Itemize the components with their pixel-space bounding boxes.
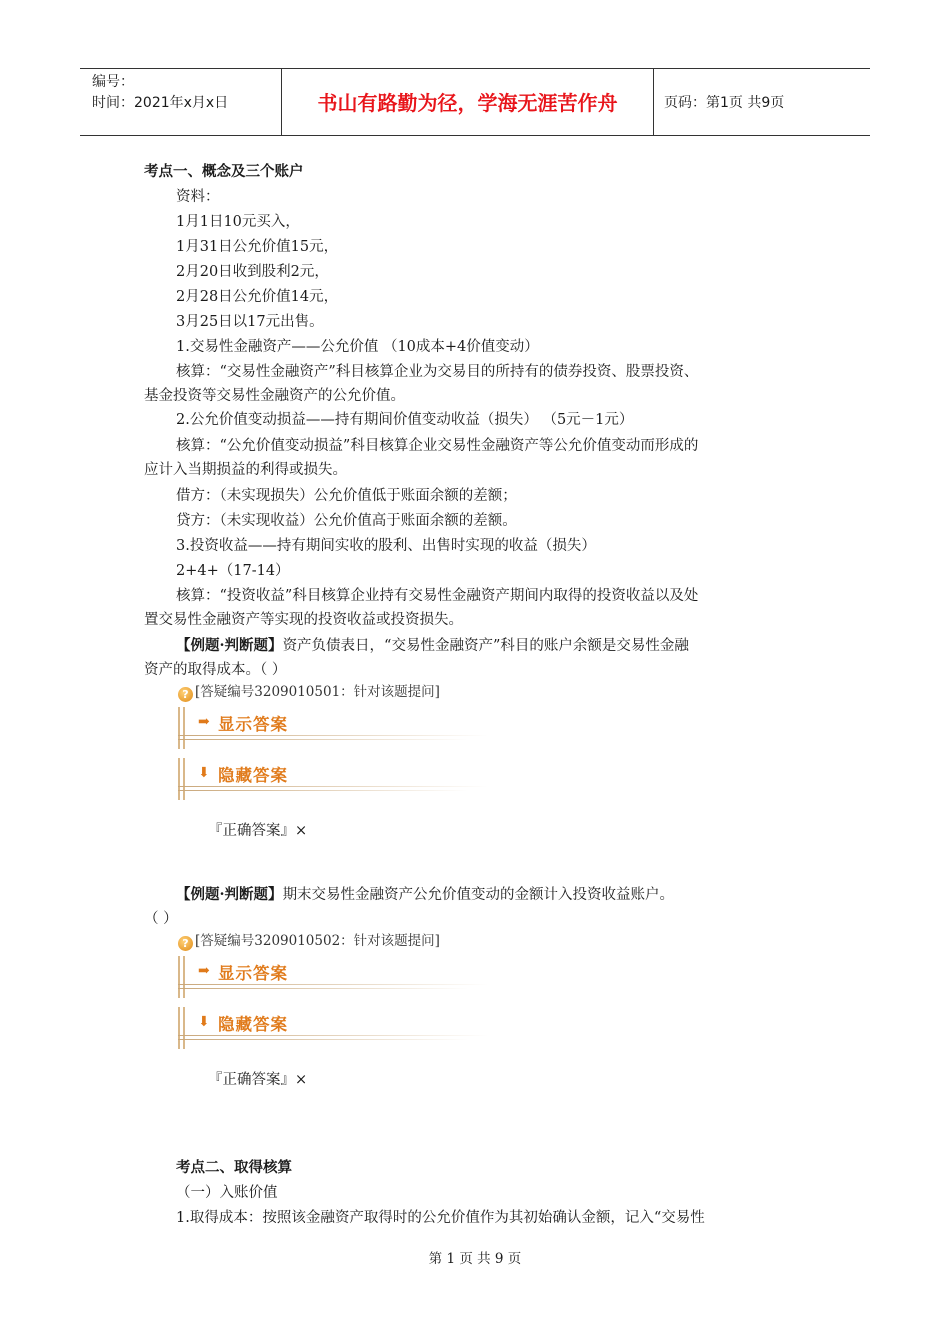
show-answer-label: 显示答案 <box>218 715 288 734</box>
s1-line: 1月31日公允价值15元， <box>176 239 339 255</box>
example2-question <box>176 885 674 905</box>
example1-qref-link[interactable] <box>178 682 440 702</box>
example1-hide-answer-button[interactable] <box>178 758 488 800</box>
s1-line: 借方：（未实现损失）公允价值低于账面余额的差额； <box>176 488 517 504</box>
s1-line: 2.公允价值变动损益——持有期间价值变动收益（损失） （5元－1元） <box>176 412 634 428</box>
page-footer: 第 1 页 共 9 页 <box>428 1251 522 1267</box>
example2-tag: 【例题·判断题】 <box>176 886 283 903</box>
section1-title: 考点一、概念及三个账户 <box>144 163 304 180</box>
s1-line: 2+4+（17-14） <box>176 563 290 579</box>
example2-qref-link[interactable] <box>178 931 440 951</box>
example2-show-answer-button[interactable] <box>178 956 488 998</box>
example2-answer: 『正确答案』× <box>208 1072 308 1088</box>
example1-text: 资产负债表日，“交易性金融资产”科目的账户余额是交易性金融 <box>282 638 689 654</box>
header-meta <box>80 69 282 135</box>
hide-answer-label: 隐藏答案 <box>218 1015 288 1034</box>
example1-answer: 『正确答案』× <box>208 823 308 839</box>
show-answer-label: 显示答案 <box>218 964 288 983</box>
example1-tag: 【例题·判断题】 <box>176 637 283 654</box>
s1-line: 应计入当期损益的利得或损失。 <box>144 462 347 478</box>
s1-line: 1.交易性金融资产——公允价值 （10成本+4价值变动） <box>176 339 539 355</box>
question-circle-icon: ? <box>178 687 193 702</box>
arrow-right-icon: ➡ <box>198 963 210 979</box>
header-time: 时间：2021年x月x日 <box>92 95 229 111</box>
example2-text-cont: （ ） <box>144 911 178 927</box>
s1-line: 基金投资等交易性金融资产的公允价值。 <box>144 388 405 404</box>
example2-qref-text: [答疑编号3209010502：针对该题提问] <box>195 933 440 949</box>
s1-line: 2月20日收到股利2元， <box>176 264 329 280</box>
section2-line: 1.取得成本：按照该金融资产取得时的公允价值作为其初始确认金额，记入“交易性 <box>176 1210 705 1226</box>
header-page-info: 页码：第1页 共9页 <box>664 95 785 111</box>
example1-show-answer-button[interactable] <box>178 707 488 749</box>
header-motto: 书山有路勤为径，学海无涯苦作舟 <box>282 69 654 135</box>
section2-title: 考点二、取得核算 <box>176 1159 292 1176</box>
example1-question <box>176 636 689 656</box>
example2-text: 期末交易性金融资产公允价值变动的金额计入投资收益账户。 <box>282 887 675 903</box>
arrow-right-icon: ➡ <box>198 714 210 730</box>
question-circle-icon: ? <box>178 936 193 951</box>
section2-subtitle: （一）入账价值 <box>176 1185 278 1201</box>
s1-line: 3.投资收益——持有期间实收的股利、出售时实现的收益（损失） <box>176 538 596 554</box>
s1-line: 1月1日10元买入， <box>176 214 300 230</box>
example2-hide-answer-button[interactable] <box>178 1007 488 1049</box>
s1-line: 资料： <box>176 189 220 205</box>
s1-line: 核算：“交易性金融资产”科目核算企业为交易目的所持有的债券投资、股票投资、 <box>176 364 699 380</box>
s1-line: 核算：“公允价值变动损益”科目核算企业交易性金融资产等公允价值变动而形成的 <box>176 438 699 454</box>
example1-qref-text: [答疑编号3209010501：针对该题提问] <box>195 684 440 700</box>
s1-line: 3月25日以17元出售。 <box>176 314 324 330</box>
s1-line: 2月28日公允价值14元， <box>176 289 339 305</box>
hide-answer-label: 隐藏答案 <box>218 766 288 785</box>
s1-line: 贷方：（未实现收益）公允价值高于账面余额的差额。 <box>176 513 517 529</box>
header-code: 编号： <box>92 74 134 90</box>
s1-line: 置交易性金融资产等实现的投资收益或投资损失。 <box>144 612 463 628</box>
s1-line: 核算：“投资收益”科目核算企业持有交易性金融资产期间内取得的投资收益以及处 <box>176 588 699 604</box>
example1-text-cont: 资产的取得成本。（ ） <box>144 662 287 678</box>
arrow-down-icon: ⬇ <box>198 765 210 781</box>
arrow-down-icon: ⬇ <box>198 1014 210 1030</box>
page-header <box>80 68 870 136</box>
